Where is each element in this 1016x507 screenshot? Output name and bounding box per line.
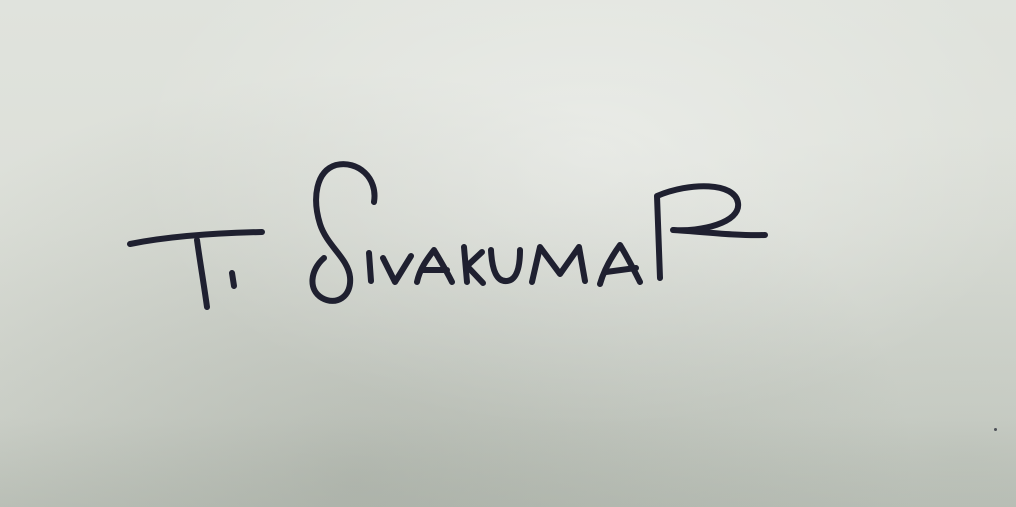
signature-letter-m	[532, 247, 585, 282]
signature-letter-a2	[600, 245, 640, 284]
signature-period	[232, 273, 234, 286]
signature-letter-t-stem	[197, 240, 207, 307]
signature-letter-r	[657, 186, 765, 278]
signature-letter-i	[369, 253, 371, 281]
signature-letter-v	[383, 256, 411, 282]
signature-letter-a	[417, 250, 452, 282]
paper-speck	[994, 428, 997, 431]
signature-letter-s	[312, 164, 374, 301]
signature-letter-u	[491, 250, 520, 281]
signature-letter-k	[464, 247, 483, 283]
